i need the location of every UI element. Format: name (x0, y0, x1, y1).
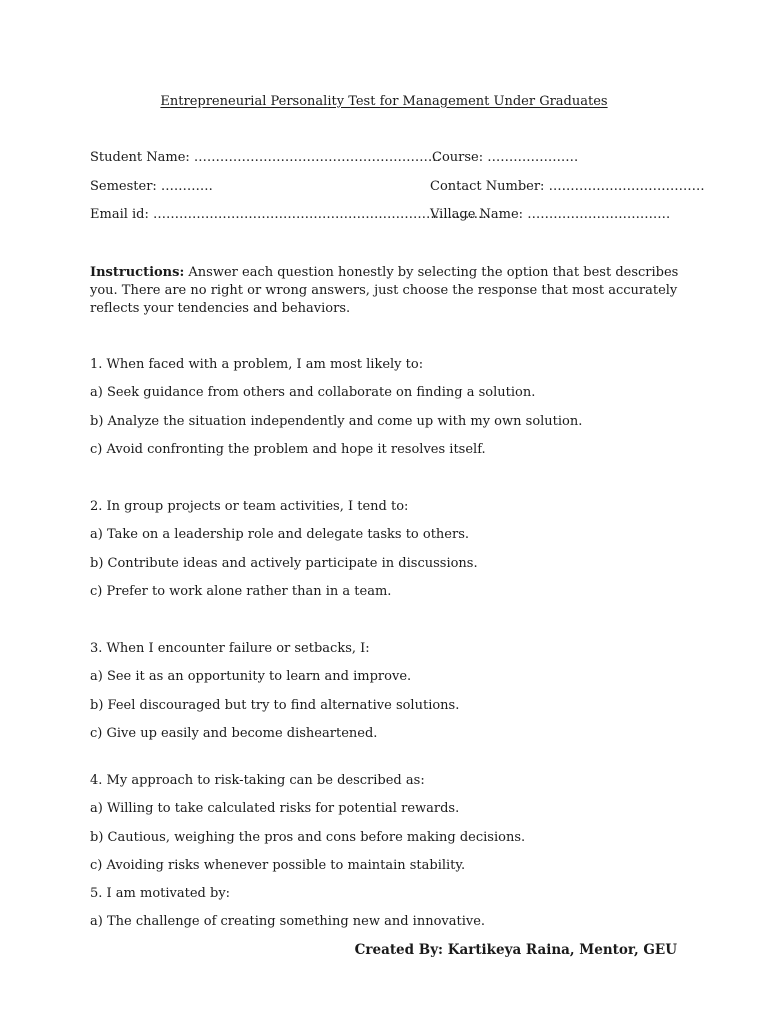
question-option: b) Cautious, weighing the pros and cons before making decisions. (90, 829, 526, 845)
question-option: a) See it as an opportunity to learn and improve. (90, 669, 412, 685)
semester-field: Semester: ………… (90, 179, 213, 194)
question-option: a) Take on a leadership role and delegate tasks to others. (90, 527, 470, 543)
question-option: c) Avoid confronting the problem and hope it resolves itself. (90, 442, 486, 458)
question-option: a) The challenge of creating something new and innovative. (90, 914, 486, 930)
created-by-footer: Created By: Kartikeya Raina, Mentor, GEU (354, 942, 677, 958)
student-name-field: Student Name: ………………………………………………… (90, 150, 441, 165)
instructions-label: Instructions: (90, 265, 185, 280)
email-id-field: Email id: …………………………………………………………………… (90, 207, 492, 222)
question-prompt: 5. I am motivated by: (90, 886, 231, 901)
course-field: Course: ………………… (432, 150, 579, 165)
question-option: a) Seek guidance from others and collaborate on finding a solution. (90, 385, 536, 401)
question-option: b) Feel discouraged but try to find alternative solutions. (90, 697, 460, 713)
question-block-3 (90, 641, 710, 755)
question-prompt: 2. In group projects or team activities, I tend to: (90, 499, 409, 514)
question-option: c) Prefer to work alone rather than in a team. (90, 584, 392, 600)
question-option: b) Contribute ideas and actively participate in discussions. (90, 555, 478, 571)
contact-number-field: Contact Number: ……………………………… (430, 179, 705, 194)
village-name-field: Village Name: …………………………… (430, 207, 671, 222)
question-block-4 (90, 773, 710, 887)
question-block-5 (90, 886, 710, 943)
question-option: c) Avoiding risks whenever possible to maintain stability. (90, 858, 466, 874)
instructions-text: Answer each question honestly by selecting the option that best describes you. There are no right or wrong answers, just choose the response that most accurately reflects your tendencies and behaviors. (90, 265, 679, 316)
question-prompt: 3. When I encounter failure or setbacks, I: (90, 641, 370, 656)
question-block-1 (90, 357, 710, 471)
question-option: b) Analyze the situation independently and come up with my own solution. (90, 413, 583, 429)
question-option: c) Give up easily and become disheartened. (90, 726, 378, 742)
question-prompt: 4. My approach to risk-taking can be described as: (90, 773, 425, 788)
question-prompt: 1. When faced with a problem, I am most likely to: (90, 357, 424, 372)
question-block-2 (90, 499, 710, 613)
instructions-paragraph (90, 264, 686, 318)
question-option: a) Willing to take calculated risks for potential rewards. (90, 801, 460, 817)
page-title: Entrepreneurial Personality Test for Management Under Graduates (160, 94, 608, 109)
